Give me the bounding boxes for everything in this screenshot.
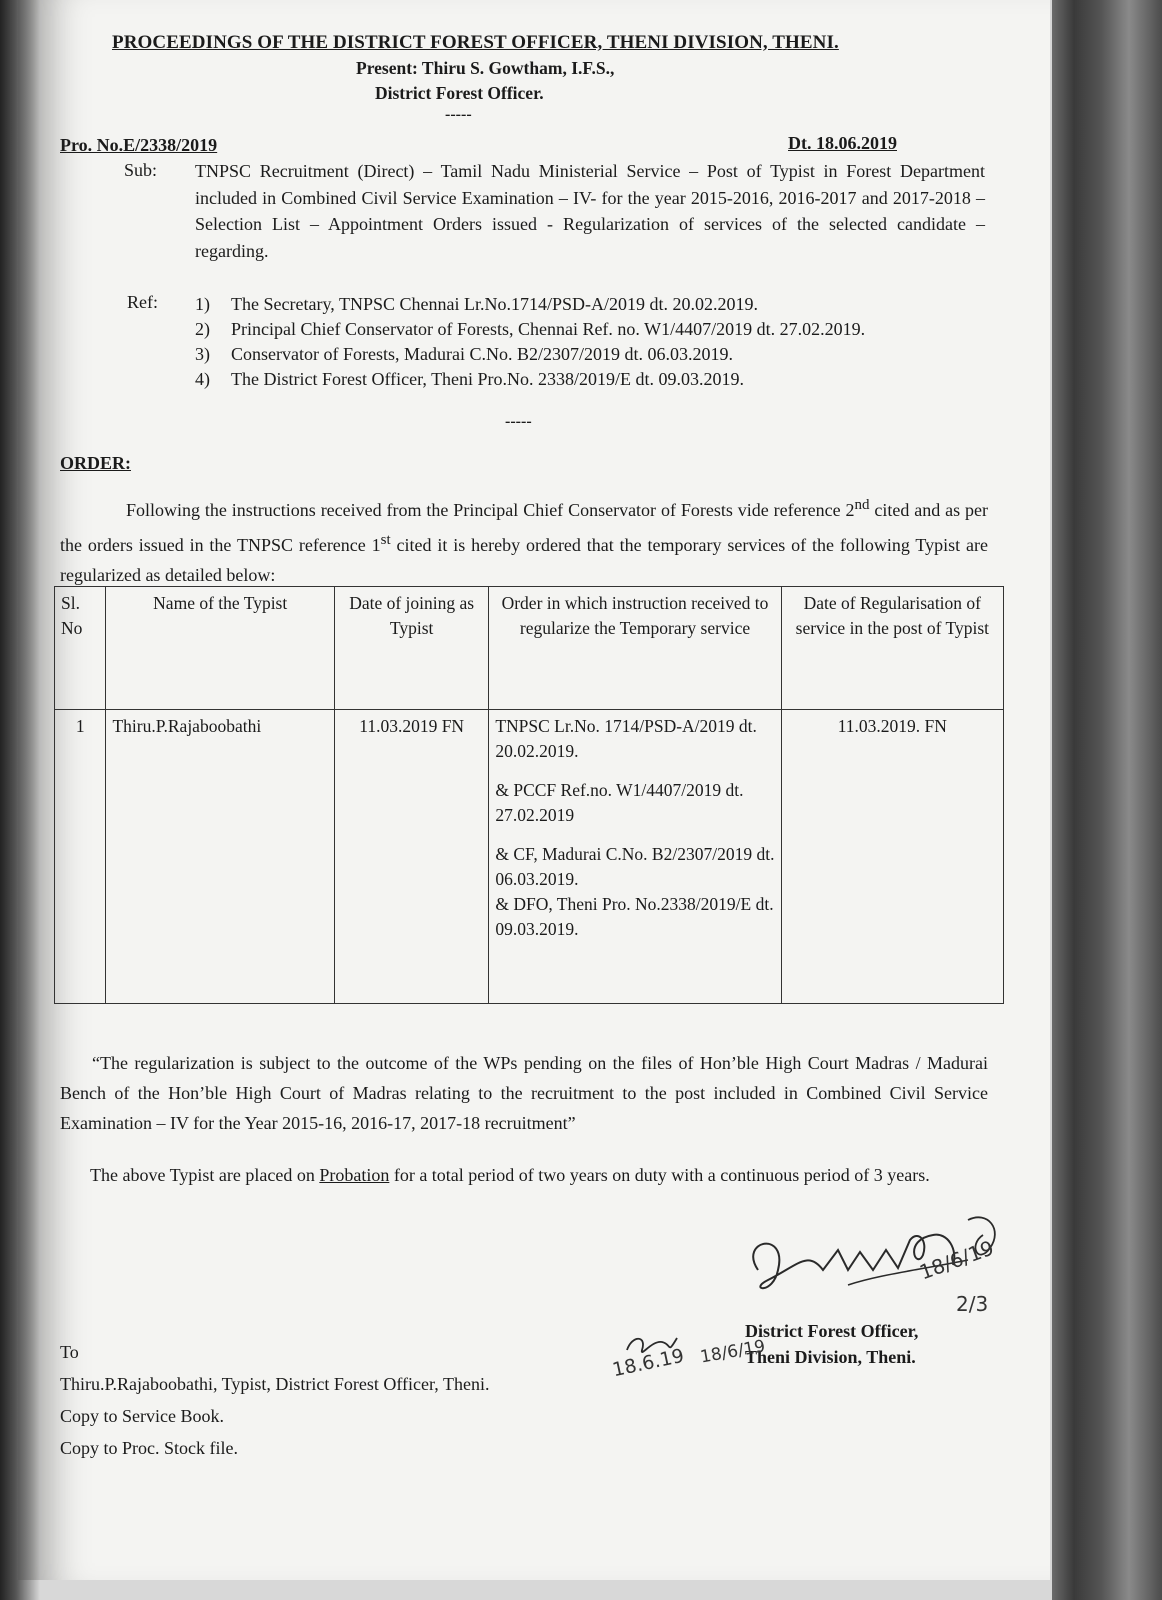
reference-number: 2) xyxy=(195,319,210,339)
subject-text: TNPSC Recruitment (Direct) – Tamil Nadu Ministerial Service – Post of Typist in Forest Department included in Combined Civil Service Examination – IV- for the year 2015-2016, 2016-2017 and 2017-2018 – Selection List – Appointment Orders issued - Regularization of services of the selected candidate – regarding. xyxy=(195,161,985,261)
reference-number: 3) xyxy=(195,344,210,364)
header-typist-name: Name of the Typist xyxy=(106,587,335,710)
reference-item xyxy=(195,342,955,367)
order-paragraph xyxy=(60,490,988,590)
order-text-a: Following the instructions received from the Principal Chief Conservator of Forests vide reference 2 xyxy=(126,500,855,520)
reference-number: 1) xyxy=(195,294,210,314)
order-ref-4: & DFO, Theni Pro. No.2338/2019/E dt. 09.03.2019. xyxy=(495,894,774,939)
cell-sl-no: 1 xyxy=(55,710,106,1004)
header-order-instruction: Order in which instruction received to regularize the Temporary service xyxy=(489,587,781,710)
condition-text: “The regularization is subject to the outcome of the WPs pending on the files of Hon’ble High Court Madras / Madurai Bench of the Hon’ble High Court of Madras relating to the recruitment to the post included in Combined Civil Service Examination – IV for the Year 2015-16, 2016-17, 2017-18 recruitment” xyxy=(60,1053,988,1133)
cell-typist-name: Thiru.P.Rajaboobathi xyxy=(106,710,335,1004)
proceeding-number: Pro. No.E/2338/2019 xyxy=(60,135,218,155)
order-ref-3: & CF, Madurai C.No. B2/2307/2019 dt. 06.03.2019. xyxy=(495,844,775,889)
header-sl-no: Sl. No xyxy=(55,587,106,710)
officer-designation: District Forest Officer. xyxy=(375,83,544,103)
page-mark: 2/3 xyxy=(956,1292,989,1316)
reference-text: The Secretary, TNPSC Chennai Lr.No.1714/PSD-A/2019 dt. 20.02.2019. xyxy=(231,294,758,314)
proceeding-date: Dt. 18.06.2019 xyxy=(788,133,897,153)
copy-stock-file: Copy to Proc. Stock file. xyxy=(60,1438,238,1458)
subject-label: Sub: xyxy=(124,160,158,180)
table-header-row xyxy=(55,587,1004,710)
regularization-table xyxy=(54,586,1004,1004)
handwritten-receipt-date: 18.6.19 xyxy=(610,1344,687,1382)
cell-order-instruction xyxy=(489,710,781,1004)
signature-block xyxy=(745,1318,918,1370)
reference-text: The District Forest Officer, Theni Pro.No. 2338/2019/E dt. 09.03.2019. xyxy=(231,369,745,389)
scan-book-edge-right xyxy=(1052,0,1162,1600)
handwritten-sign-date: 18/6/19 xyxy=(916,1235,997,1285)
reference-number: 4) xyxy=(195,369,210,389)
signature-division: Theni Division, Theni. xyxy=(745,1347,916,1367)
probation-paragraph xyxy=(60,1160,988,1190)
table-row xyxy=(55,710,1004,1004)
order-text-c: cited it is hereby ordered that the temporary services of the following Typist are regularized as detailed below: xyxy=(60,535,988,585)
present-officer: Present: Thiru S. Gowtham, I.F.S., xyxy=(356,58,615,78)
reference-text: Principal Chief Conservator of Forests, Chennai Ref. no. W1/4407/2019 dt. 27.02.2019. xyxy=(231,319,866,339)
distribution-block xyxy=(60,1336,489,1464)
reference-item xyxy=(195,317,955,342)
reference-label: Ref: xyxy=(127,292,158,312)
probation-text-post: for a total period of two years on duty with a continuous period of 3 years. xyxy=(389,1165,930,1185)
order-ref-1: TNPSC Lr.No. 1714/PSD-A/2019 dt. 20.02.2019. xyxy=(495,716,757,761)
reference-text: Conservator of Forests, Madurai C.No. B2/2307/2019 dt. 06.03.2019. xyxy=(231,344,733,364)
handwritten-receipt-date-2: 18/6/19 xyxy=(698,1336,767,1368)
scan-binding-edge-left xyxy=(0,0,40,1600)
order-superscript-a: nd xyxy=(854,497,870,513)
recipient-line: Thiru.P.Rajaboobathi, Typist, District Forest Officer, Theni. xyxy=(60,1374,490,1394)
header-date-of-joining: Date of joining as Typist xyxy=(334,587,488,710)
order-superscript-b: st xyxy=(380,532,391,548)
reference-item xyxy=(195,367,955,392)
signature-designation: District Forest Officer, xyxy=(745,1321,919,1341)
header-date-of-regularisation: Date of Regularisation of service in the post of Typist xyxy=(781,587,1003,710)
cell-date-of-regularisation: 11.03.2019. FN xyxy=(781,710,1003,1004)
regularization-condition xyxy=(60,1048,988,1138)
probation-word: Probation xyxy=(319,1165,390,1185)
copy-service-book: Copy to Service Book. xyxy=(60,1406,224,1426)
order-text-b: cited and as per the orders issued in the TNPSC reference 1 xyxy=(60,500,989,555)
document-title: PROCEEDINGS OF THE DISTRICT FOREST OFFICER, THENI DIVISION, THENI. xyxy=(112,32,839,53)
reference-separator: ----- xyxy=(505,413,532,430)
reference-list xyxy=(195,292,955,392)
order-heading: ORDER: xyxy=(60,453,131,473)
reference-item xyxy=(195,292,955,317)
to-label: To xyxy=(60,1342,79,1362)
cell-date-of-joining: 11.03.2019 FN xyxy=(334,710,488,1004)
order-ref-2: & PCCF Ref.no. W1/4407/2019 dt. 27.02.2019 xyxy=(495,780,744,825)
header-separator: ----- xyxy=(445,106,472,123)
probation-text-pre: The above Typist are placed on xyxy=(90,1165,320,1185)
